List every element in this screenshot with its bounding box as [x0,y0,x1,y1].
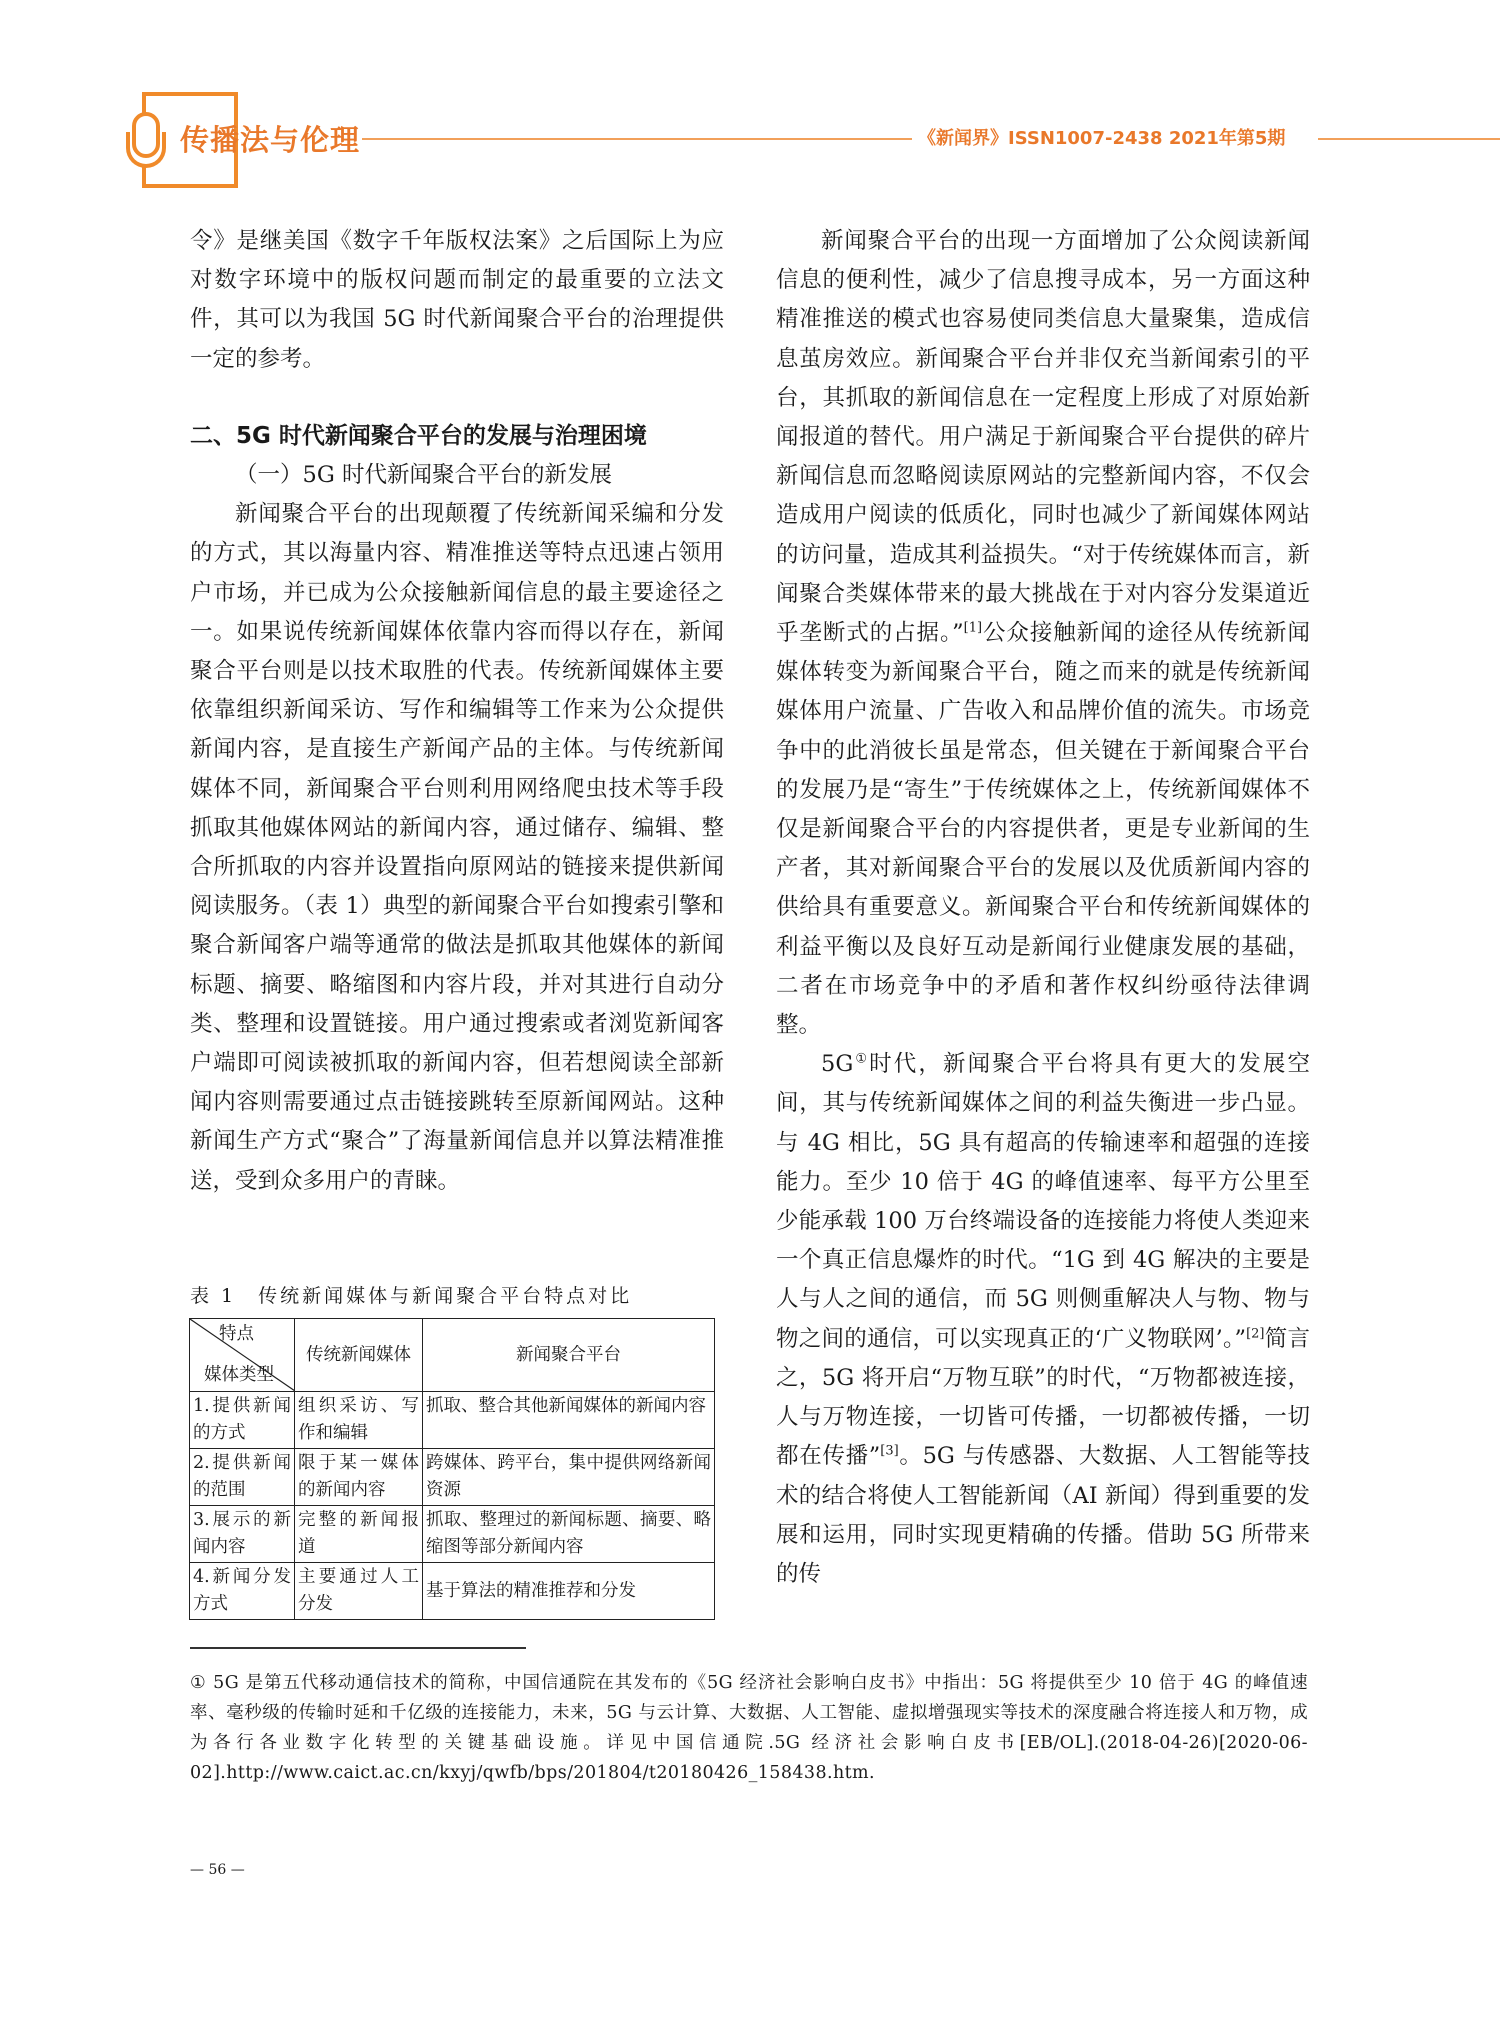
left-column [190,222,724,1201]
table-cell: 2.提供新闻的范围 [190,1449,295,1506]
header-rule-left [362,138,912,140]
right-column [776,222,1310,1594]
table-cell: 跨媒体、跨平台，集中提供网络新闻资源 [423,1449,715,1506]
table-cell: 基于算法的精准推荐和分发 [423,1563,715,1620]
page-header [0,0,1500,200]
diag-label-media-type: 媒体类型 [204,1365,274,1385]
journal-info: 《新闻界》ISSN1007-2438 2021年第5期 [918,128,1286,149]
footnote-marker: ① [853,1051,870,1067]
paragraph [776,222,1310,1045]
table-cell: 4.新闻分发方式 [190,1563,295,1620]
subsection-heading: （一）5G 时代新闻聚合平台的新发展 [235,462,612,489]
comparison-table [189,1318,715,1620]
table-cell: 3.展示的新闻内容 [190,1506,295,1563]
table-header-row [190,1319,715,1392]
table-caption: 表 1 传统新闻媒体与新闻聚合平台特点对比 [190,1285,633,1307]
section-heading: 二、5G 时代新闻聚合平台的发展与治理困境 [190,422,647,449]
text-run: 。5G 与传感器、大数据、人工智能等技术的结合将使人工智能新闻（AI 新闻）得到重要的发展和运用，同时实现更精确的传播。借助 5G 所带来的传 [776,1443,1310,1587]
text-run: 新闻聚合平台的出现一方面增加了公众阅读新闻信息的便利性，减少了信息搜寻成本，另一方面这种精准推送的模式也容易使同类信息大量聚集，造成信息茧房效应。新闻聚合平台并非仅充当新闻索引的平台，其抓取的新闻信息在一定程度上形成了对原始新闻报道的替代。用户满足于新闻聚合平台提供的碎片新闻信息而忽略阅读原网站的完整新闻内容，不仅会造成用户阅读的低质化，同时也减少了新闻媒体网站的访问量，造成其利益损失。“对于传统媒体而言，新闻聚合类媒体带来的最大挑战在于对内容分发渠道近乎垄断式的占据。” [776,228,1310,647]
text-run: 时代，新闻聚合平台将具有更大的发展空间，其与传统新闻媒体之间的利益失衡进一步凸显。与 4G 相比，5G 具有超高的传输速率和超强的连接能力。至少 10 倍于 4G 的峰值速率、每平方公里至少能承载 100 万台终端设备的连接能力将使人类迎来一个真正信息爆炸的时代。“1G 到 4G 解决的主要是人与人之间的通信，而 5G 则侧重解决人与物、物与物之间的通信，可以实现真正的‘广义物联网’。” [776,1051,1310,1352]
header-rule-right [1318,138,1500,140]
table-cell: 完整的新闻报道 [295,1506,423,1563]
diag-label-feature: 特点 [219,1324,254,1344]
citation-ref: [1] [963,620,983,636]
table-cell: 限于某一媒体的新闻内容 [295,1449,423,1506]
microphone-icon [132,112,160,158]
footnote: ① 5G 是第五代移动通信技术的简称，中国信通院在其发布的《5G 经济社会影响白皮书》中指出：5G 将提供至少 10 倍于 4G 的峰值速率、毫秒级的传输时延和千亿级的连接能力，未来，5G 与云计算、大数据、人工智能、虚拟增强现实等技术的深度融合将连接人和万物，成为各行各业数字化转型的关键基础设施。详见中国信通院.5G 经济社会影响白皮书[EB/OL].(2018-04-26)[2020-06-02].http://www.caict.ac.cn/kxyj/qwfb/bps/201804/t20180426_158438.htm. [190,1673,1308,1783]
section-title: 传播法与伦理 [180,123,361,157]
citation-ref: [3] [880,1443,899,1459]
table-cell: 主要通过人工分发 [295,1563,423,1620]
table-row [190,1392,715,1449]
table-cell: 抓取、整理过的新闻标题、摘要、略缩图等部分新闻内容 [423,1506,715,1563]
column-header: 传统新闻媒体 [295,1319,423,1392]
table-row [190,1449,715,1506]
paragraph [776,1045,1310,1594]
diagonal-header-cell [190,1319,295,1392]
text-run: 简言之，5G 将开启“万物互联”的时代，“万物都被连接，人与万物连接，一切皆可传播，一切都被传播，一切都在传播” [776,1325,1310,1470]
table-cell: 1.提供新闻的方式 [190,1392,295,1449]
paragraph: 令》是继美国《数字千年版权法案》之后国际上为应对数字环境中的版权问题而制定的最重要的立法文件，其可以为我国 5G 时代新闻聚合平台的治理提供一定的参考。 [190,228,724,372]
text-run: 公众接触新闻的途径从传统新闻媒体转变为新闻聚合平台，随之而来的就是传统新闻媒体用户流量、广告收入和品牌价值的流失。市场竞争中的此消彼长虽是常态，但关键在于新闻聚合平台的发展乃是“寄生”于传统媒体之上，传统新闻媒体不仅是新闻聚合平台的内容提供者，更是专业新闻的生产者，其对新闻聚合平台的发展以及优质新闻内容的供给具有重要意义。新闻聚合平台和传统新闻媒体的利益平衡以及良好互动是新闻行业健康发展的基础，二者在市场竞争中的矛盾和著作权纠纷亟待法律调整。 [776,620,1310,1039]
table-row [190,1506,715,1563]
table-cell: 抓取、整合其他新闻媒体的新闻内容 [423,1392,715,1449]
table-cell: 组织采访、写作和编辑 [295,1392,423,1449]
paragraph: 新闻聚合平台的出现颠覆了传统新闻采编和分发的方式，其以海量内容、精准推送等特点迅速占领用户市场，并已成为公众接触新闻信息的最主要途径之一。如果说传统新闻媒体依靠内容而得以存在，新闻聚合平台则是以技术取胜的代表。传统新闻媒体主要依靠组织新闻采访、写作和编辑等工作来为公众提供新闻内容，是直接生产新闻产品的主体。与传统新闻媒体不同，新闻聚合平台则利用网络爬虫技术等手段抓取其他媒体网站的新闻内容，通过储存、编辑、整合所抓取的内容并设置指向原网站的链接来提供新闻阅读服务。（表 1）典型的新闻聚合平台如搜索引擎和聚合新闻客户端等通常的做法是抓取其他媒体的新闻标题、摘要、略缩图和内容片段，并对其进行自动分类、整理和设置链接。用户通过搜索或者浏览新闻客户端即可阅读被抓取的新闻内容，但若想阅读全部新闻内容则需要通过点击链接跳转至原新闻网站。这种新闻生产方式“聚合”了海量新闻信息并以算法精准推送，受到众多用户的青睐。 [190,501,724,1194]
footnote-rule [190,1647,526,1649]
text-run: 5G [821,1051,854,1078]
page-number: — 56 — [190,1862,245,1878]
column-header: 新闻聚合平台 [423,1319,715,1392]
table-row [190,1563,715,1620]
citation-ref: [2] [1246,1326,1265,1342]
